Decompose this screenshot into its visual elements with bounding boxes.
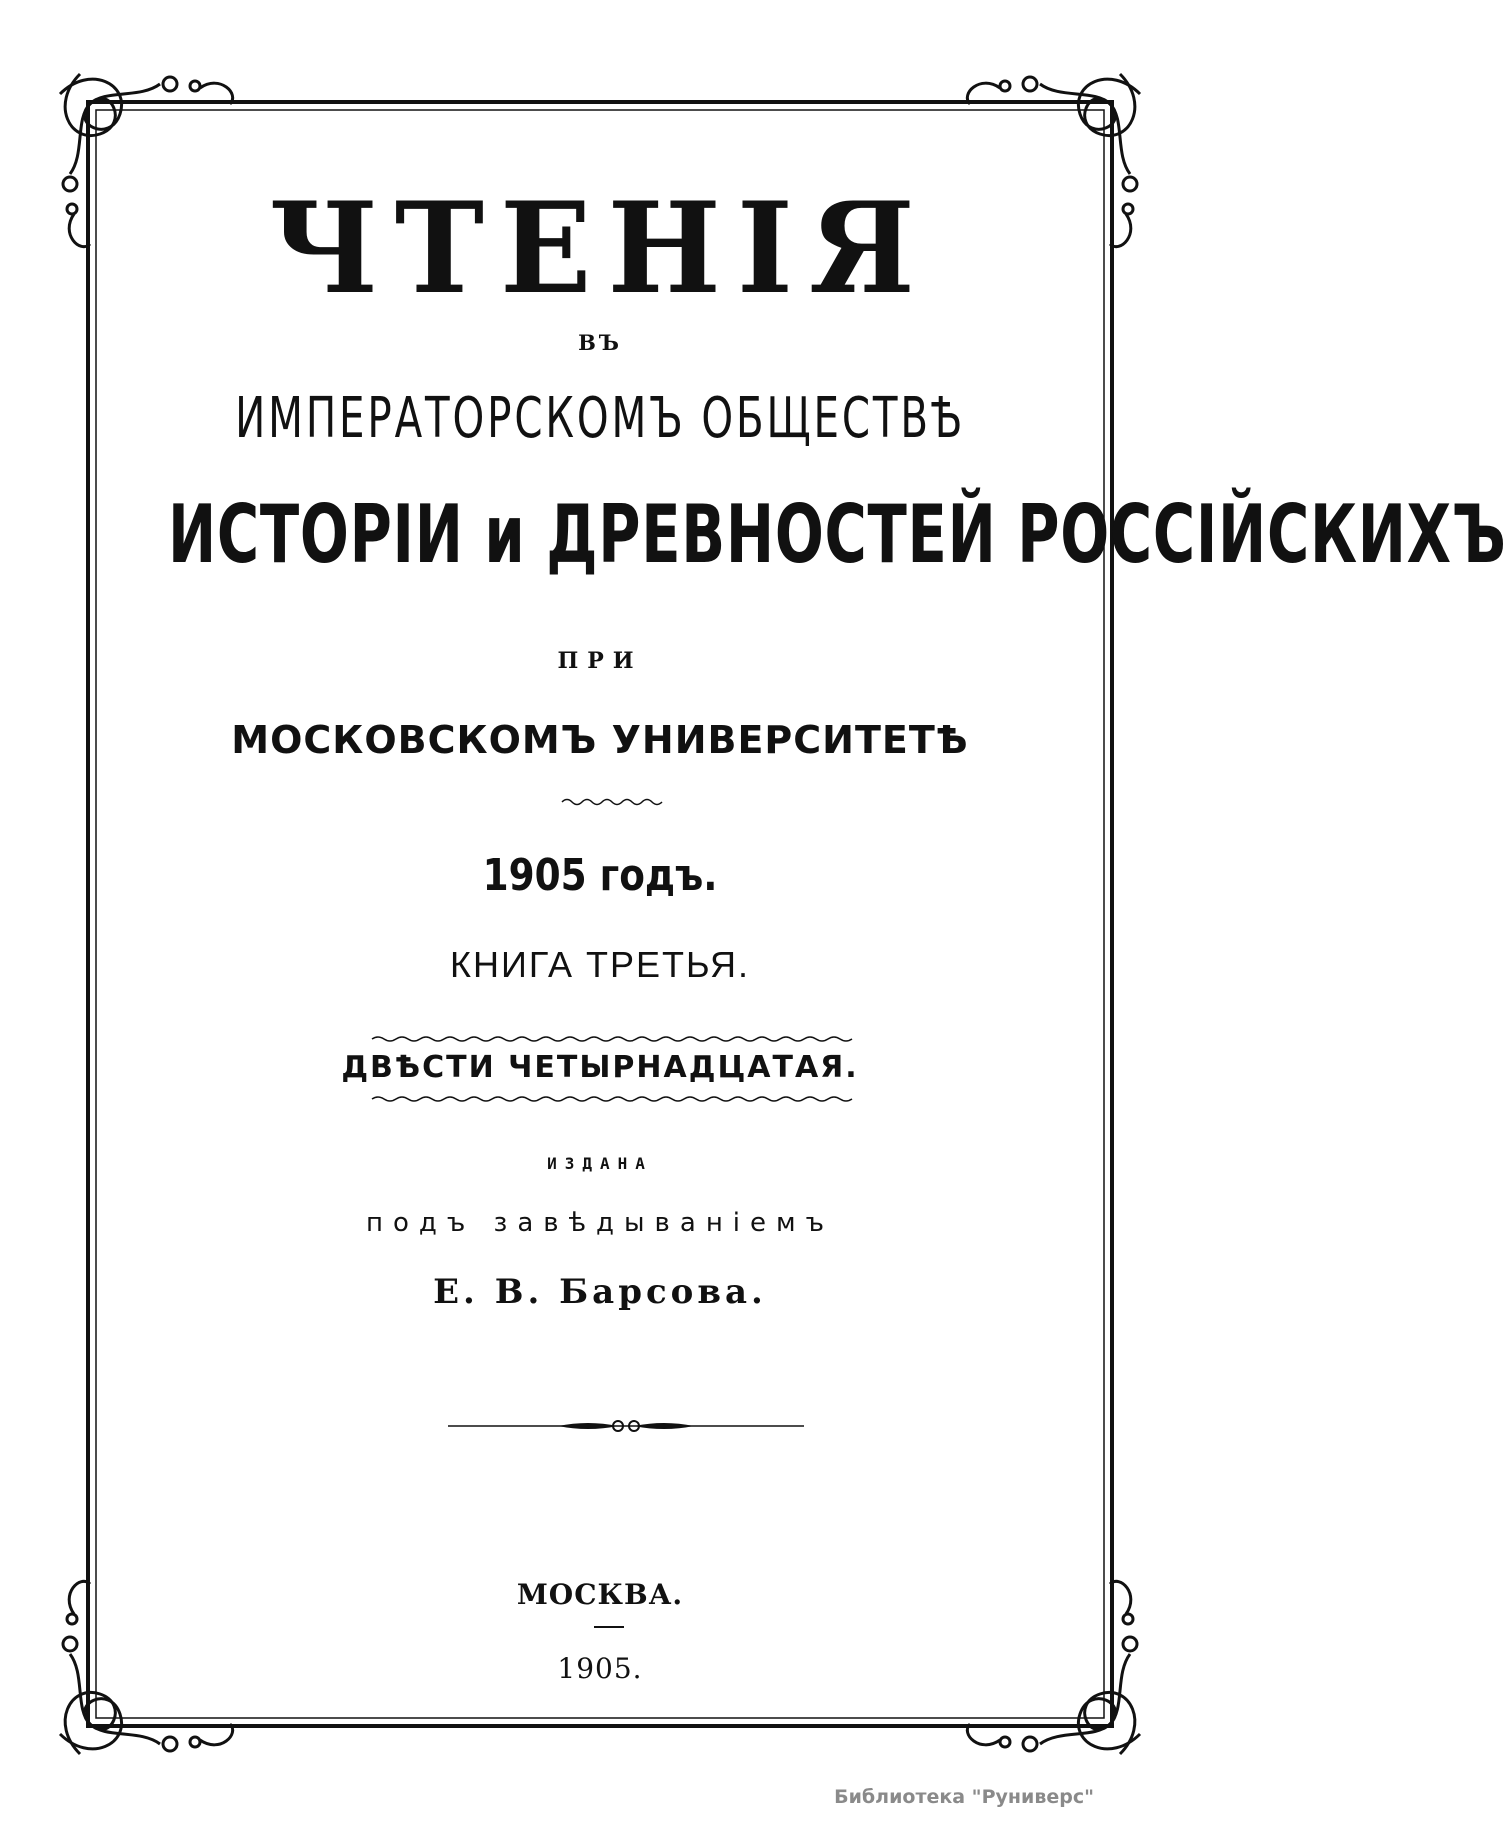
ornamental-frame	[60, 74, 1507, 1754]
supervision-line: подъ завѣдываніемъ	[365, 1208, 835, 1238]
volume-line: ДВѢСТИ ЧЕТЫРНАДЦАТАЯ.	[341, 1050, 859, 1085]
published-line: ИЗДАНА	[547, 1154, 653, 1173]
city-line: МОСКВА.	[516, 1578, 684, 1611]
wavy-divider-upper	[372, 1034, 852, 1044]
year-line: 1905 годъ.	[482, 850, 718, 901]
pri-line: ПРИ	[557, 648, 643, 674]
wavy-divider-small	[560, 796, 670, 808]
library-watermark: Библиотека "Руниверс"	[834, 1786, 1094, 1808]
book-line: КНИГА ТРЕТЬЯ.	[450, 944, 750, 985]
short-rule	[594, 1626, 624, 1628]
date-line: 1905.	[557, 1652, 643, 1685]
history-line: ИСТОРІИ и ДРЕВНОСТЕЙ РОССІЙСКИХЪ	[167, 488, 1507, 581]
editor-name: Е. В. Барсова.	[433, 1272, 767, 1312]
university-line: МОСКОВСКОМЪ УНИВЕРСИТЕТѢ	[231, 718, 969, 762]
wavy-divider-lower	[372, 1094, 852, 1104]
frame-border	[60, 74, 1507, 1754]
society-line: ИМПЕРАТОРСКОМЪ ОБЩЕСТВѢ	[235, 386, 965, 451]
preposition: ВЪ	[578, 330, 622, 355]
ornamental-rule	[448, 1418, 804, 1434]
main-title: ЧТЕНІЯ	[269, 174, 931, 323]
